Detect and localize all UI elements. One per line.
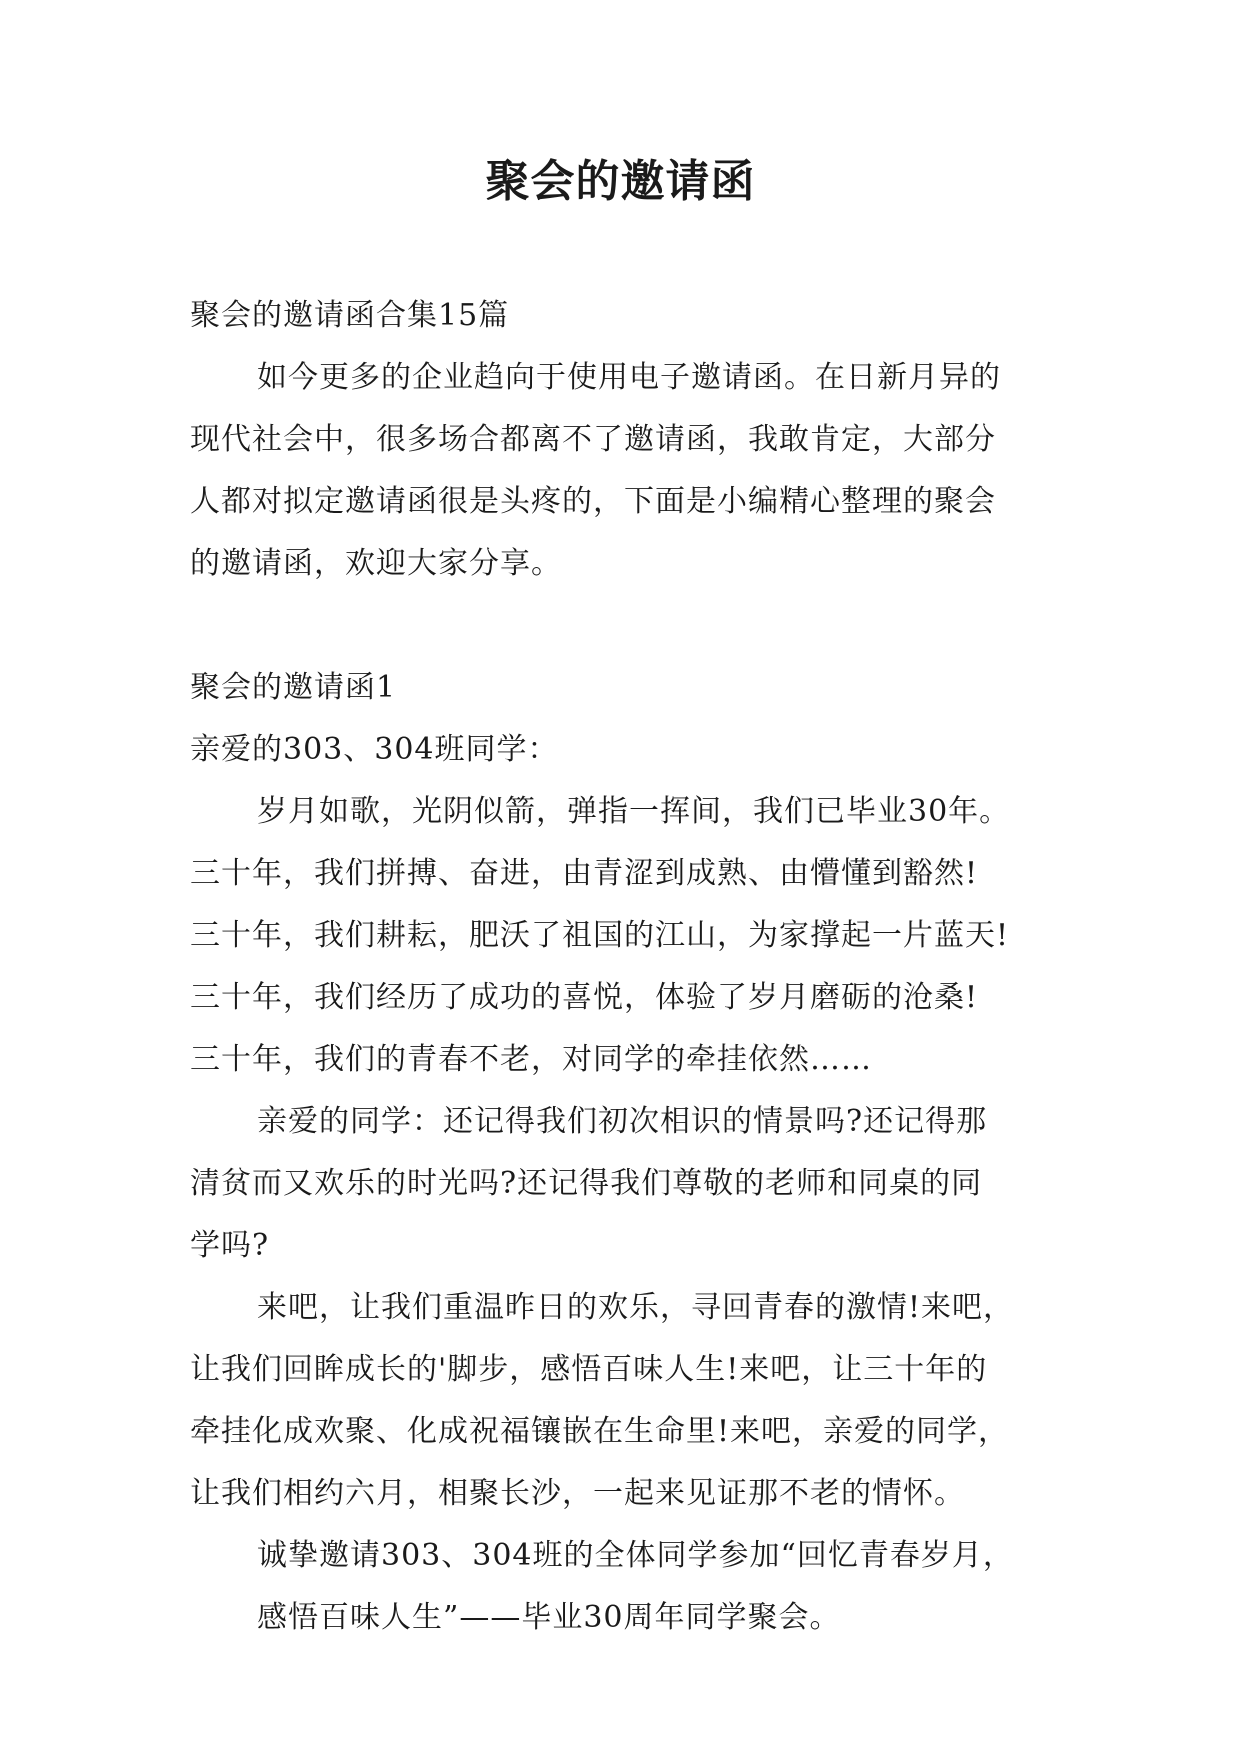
intro-line: 如今更多的企业趋向于使用电子邀请函。在日新月异的 — [257, 360, 1001, 395]
section-heading: 聚会的邀请函1 — [190, 670, 397, 705]
document-body — [190, 285, 1060, 1649]
intro-line: 人都对拟定邀请函很是头疼的，下面是小编精心整理的聚会 — [190, 484, 996, 519]
paragraph-line: 诚挚邀请303、304班的全体同学参加“回忆青春岁月， — [257, 1538, 1014, 1573]
paragraph-line: 感悟百味人生”——毕业30周年同学聚会。 — [257, 1600, 841, 1635]
spacer — [190, 595, 1060, 657]
paragraph-line: 三十年，我们耕耘，肥沃了祖国的江山，为家撑起一片蓝天! — [190, 918, 1010, 953]
paragraph-line: 亲爱的同学：还记得我们初次相识的情景吗?还记得那 — [257, 1104, 988, 1139]
paragraph-line: 牵挂化成欢聚、化成祝福镶嵌在生命里!来吧，亲爱的同学， — [190, 1414, 1010, 1449]
paragraph-line: 让我们相约六月，相聚长沙，一起来见证那不老的情怀。 — [190, 1476, 965, 1511]
paragraph-line: 三十年，我们的青春不老，对同学的牵挂依然…… — [190, 1042, 872, 1077]
intro-line: 的邀请函，欢迎大家分享。 — [190, 546, 562, 581]
document-title: 聚会的邀请函 — [485, 156, 756, 207]
paragraph-line: 三十年，我们拼搏、奋进，由青涩到成熟、由懵懂到豁然! — [190, 856, 979, 891]
intro-line: 现代社会中，很多场合都离不了邀请函，我敢肯定，大部分 — [190, 422, 996, 457]
paragraph-line: 来吧，让我们重温昨日的欢乐，寻回青春的激情!来吧， — [257, 1290, 1015, 1325]
paragraph-line: 清贫而又欢乐的时光吗?还记得我们尊敬的老师和同桌的同 — [190, 1166, 983, 1201]
salutation: 亲爱的303、304班同学： — [190, 732, 559, 767]
paragraph-line: 三十年，我们经历了成功的喜悦，体验了岁月磨砺的沧桑! — [190, 980, 979, 1015]
paragraph-line: 让我们回眸成长的'脚步，感悟百味人生!来吧，让三十年的 — [190, 1352, 988, 1387]
paragraph-line: 学吗? — [190, 1228, 270, 1263]
collection-subtitle: 聚会的邀请函合集15篇 — [190, 298, 510, 333]
paragraph-line: 岁月如歌，光阴似箭，弹指一挥间，我们已毕业30年。 — [257, 794, 1011, 829]
